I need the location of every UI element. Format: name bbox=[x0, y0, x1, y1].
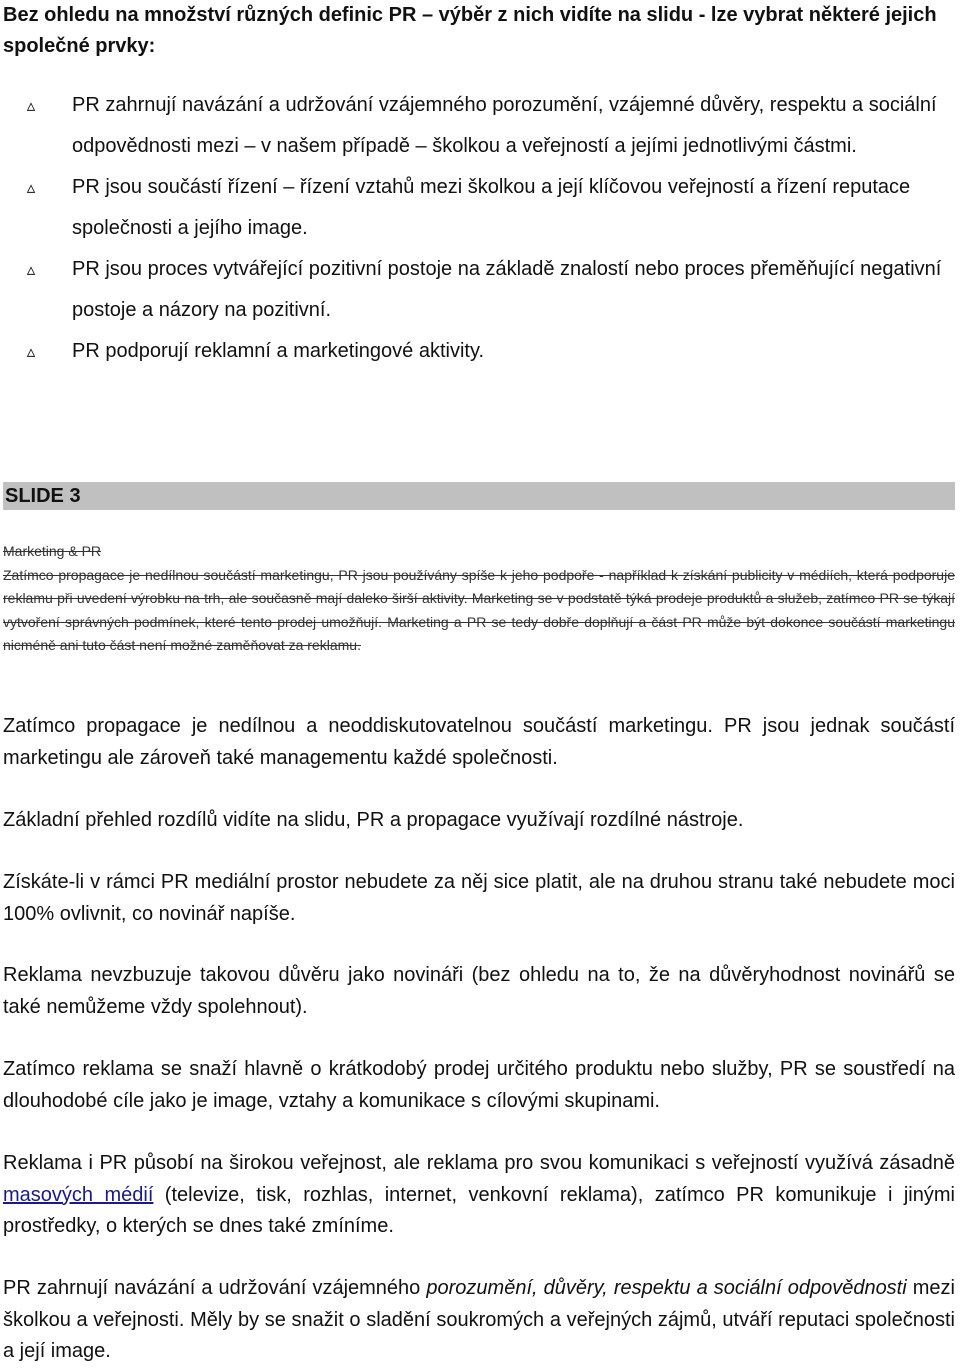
bullet-text: PR jsou proces vytvářející pozitivní postoje na základě znalostí nebo proces přeměňující negativní postoje a názory na pozitivní. bbox=[72, 258, 942, 321]
slide-label: SLIDE 3 bbox=[5, 485, 81, 507]
struck-through-block bbox=[3, 540, 955, 658]
list-item bbox=[22, 331, 942, 372]
list-item bbox=[22, 167, 942, 249]
struck-title: Marketing & PR bbox=[3, 543, 102, 559]
bullet-text: PR zahrnují navázání a udržování vzájemného porozumění, vzájemné důvěry, respektu a sociální odpovědnosti mezi – v našem případě – školkou a veřejností a jejími jednotlivými částmi. bbox=[72, 94, 937, 157]
bullet-list bbox=[22, 85, 942, 372]
paragraph bbox=[3, 1148, 955, 1243]
paragraph: Reklama nevzbuzuje takovou důvěru jako novináři (bez ohledu na to, že na důvěryhodnost novinářů se také nemůžeme vždy spolehnout). bbox=[3, 964, 955, 1018]
paragraph-text: mezi školkou a veřejnosti. Měly by se snažit o sladění soukromých a veřejných zájmů, utváří reputaci společnosti a její image. bbox=[3, 1277, 955, 1362]
triangle-bullet-icon: ▵ bbox=[26, 96, 36, 115]
paragraph: Základní přehled rozdílů vidíte na slidu, PR a propagace využívají rozdílné nástroje. bbox=[3, 809, 744, 831]
triangle-bullet-icon: ▵ bbox=[26, 342, 36, 361]
mass-media-link[interactable]: masových médií bbox=[3, 1183, 154, 1206]
bullet-text: PR podporují reklamní a marketingové aktivity. bbox=[72, 340, 485, 362]
struck-text: Zatímco propagace je nedílnou součástí marketingu, PR jsou používány spíše k jeho podpoře - například k získání publicity v médiích, která podporuje reklamu při uvedení výrobku na trh, ale současně mají daleko širší aktivity. Marketing se v podstatě týká prodeje produktů a služeb, zatímco PR se týkají vytvoření správných podmínek, které tento prodej umožňují. Marketing a PR se tedy dobře doplňují a část PR může být dokonce součástí marketingu nicméně ani tuto část není možné zaměňovat za reklamu. bbox=[3, 566, 955, 653]
triangle-bullet-icon: ▵ bbox=[26, 178, 36, 197]
paragraph-text: (televize, tisk, rozhlas, internet, venkovní reklama), zatímco PR komunikuje i jinými prostředky, o kterých se dnes také zmíníme. bbox=[3, 1183, 955, 1237]
paragraph: Zatímco propagace je nedílnou a neoddiskutovatelnou součástí marketingu. PR jsou jednak součástí marketingu ale zároveň také managementu každé společnosti. bbox=[3, 715, 955, 769]
triangle-bullet-icon: ▵ bbox=[26, 260, 36, 279]
section-heading: Bez ohledu na množství různých definic PR – výběr z nich vidíte na slidu - lze vybrat některé jejich společné prvky: bbox=[3, 4, 937, 57]
list-item bbox=[22, 85, 942, 167]
paragraph: Získáte-li v rámci PR mediální prostor nebudete za něj sice platit, ale na druhou stranu také nebudete moci 100% ovlivnit, co novinář napíše. bbox=[3, 871, 955, 925]
bullet-text: PR jsou součástí řízení – řízení vztahů mezi školkou a její klíčovou veřejností a řízení reputace společnosti a jejího image. bbox=[72, 176, 911, 239]
list-item bbox=[22, 249, 942, 331]
paragraph: Zatímco reklama se snaží hlavně o krátkodobý prodej určitého produktu nebo služby, PR se soustředí na dlouhodobé cíle jako je image, vztahy a komunikace s cílovými skupinami. bbox=[3, 1058, 955, 1112]
paragraph-text: Reklama i PR působí na širokou veřejnost, ale reklama pro svou komunikaci s veřejností využívá zásadně bbox=[3, 1152, 955, 1174]
paragraph-text: PR zahrnují navázání a udržování vzájemného bbox=[3, 1277, 427, 1299]
paragraph-italic: porozumění, důvěry, respektu a sociální odpovědnosti bbox=[426, 1277, 907, 1299]
paragraph bbox=[3, 1273, 955, 1368]
slide-label-bar bbox=[3, 482, 955, 510]
